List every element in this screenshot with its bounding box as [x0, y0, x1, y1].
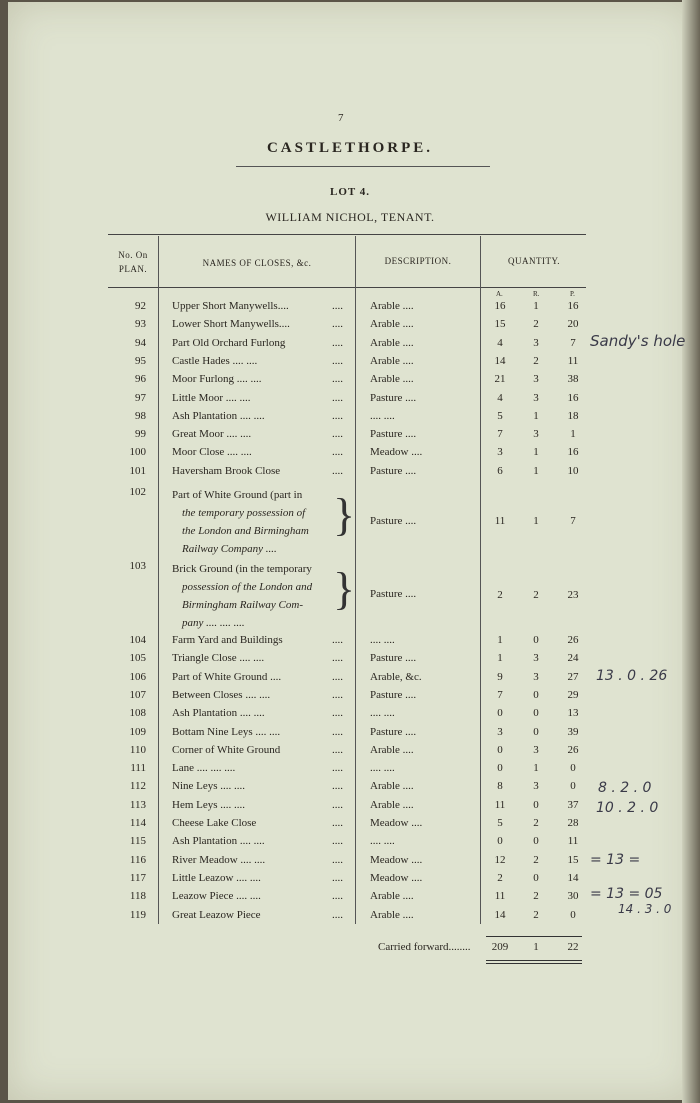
- plan-number: 108: [129, 707, 146, 720]
- leader-dots: ....: [332, 835, 343, 848]
- perches: 0: [570, 762, 576, 775]
- plan-number: 102: [129, 486, 146, 498]
- close-name: Ash Plantation .... ....: [172, 835, 265, 848]
- plan-number: 112: [129, 780, 146, 793]
- leader-dots: ....: [332, 908, 343, 921]
- acres: 0: [497, 762, 503, 775]
- header-roods: R.: [533, 290, 540, 298]
- leader-dots: ....: [332, 670, 343, 683]
- perches: 30: [567, 890, 579, 903]
- table-row: [108, 410, 588, 428]
- roods: 3: [533, 391, 539, 404]
- table-row: [108, 707, 588, 725]
- table-row: [108, 300, 588, 318]
- acres: 9: [497, 670, 503, 683]
- handwritten-note: 10 . 2 . 0: [596, 800, 659, 816]
- description: Arable ....: [370, 354, 414, 367]
- close-name: River Meadow .... ....: [172, 853, 266, 866]
- plan-number: 111: [130, 762, 146, 775]
- acres: 5: [497, 409, 503, 422]
- title-rule: [236, 166, 490, 167]
- roods: 0: [533, 725, 539, 738]
- description: Arable ....: [370, 336, 414, 349]
- plan-number: 114: [129, 817, 146, 829]
- leader-dots: ....: [332, 634, 343, 646]
- table-row: [108, 872, 588, 890]
- description: .... ....: [370, 634, 395, 646]
- plan-number: 96: [135, 373, 146, 386]
- leader-dots: ....: [332, 743, 343, 756]
- leader-dots: ....: [332, 817, 343, 829]
- description: Pasture ....: [370, 464, 417, 477]
- roods: 0: [533, 871, 539, 884]
- name-line: the temporary possession of: [182, 507, 306, 519]
- plan-number: 98: [135, 409, 146, 422]
- name-line: possession of the London and: [182, 581, 313, 593]
- leader-dots: ....: [332, 762, 343, 775]
- close-name: Corner of White Ground: [172, 743, 281, 756]
- description: Pasture ....: [370, 428, 417, 441]
- table-top-rule: [108, 234, 586, 235]
- perches: 11: [567, 835, 579, 848]
- leader-dots: ....: [332, 391, 343, 404]
- plan-number: 99: [135, 428, 146, 441]
- acres: 1: [497, 634, 503, 646]
- perches: 16: [567, 300, 579, 312]
- roods: 3: [533, 336, 539, 349]
- header-acres: A.: [496, 290, 503, 298]
- acres: 3: [497, 725, 503, 738]
- table-row: [108, 890, 588, 908]
- perches: 24: [567, 652, 579, 665]
- close-name: Triangle Close .... ....: [172, 652, 265, 665]
- description: Arable ....: [370, 780, 414, 793]
- perches: 29: [567, 688, 579, 701]
- roods: 0: [533, 798, 539, 811]
- roods: 1: [533, 446, 539, 459]
- close-name: Little Moor .... ....: [172, 391, 251, 404]
- acres: 7: [497, 428, 503, 441]
- roods: 0: [533, 707, 539, 720]
- header-names: NAMES OF CLOSES, &c.: [202, 258, 312, 268]
- description: Arable, &c.: [370, 670, 422, 683]
- total-rule: [486, 936, 582, 937]
- close-name: Part Old Orchard Furlong: [172, 336, 286, 349]
- table-row: [108, 318, 588, 336]
- table-row: [108, 373, 588, 391]
- roods: 1: [533, 762, 539, 775]
- handwritten-note: 8 . 2 . 0: [598, 780, 652, 796]
- leader-dots: ....: [332, 725, 343, 738]
- perches: 15: [567, 853, 579, 866]
- total-acres: 209: [491, 941, 509, 953]
- perches: 18: [567, 409, 579, 422]
- roods: 1: [533, 515, 539, 527]
- handwritten-note: = 13 = 05: [590, 886, 663, 902]
- description: Meadow ....: [370, 853, 423, 866]
- roods: 3: [533, 670, 539, 683]
- close-name: Castle Hades .... ....: [172, 354, 258, 367]
- description: .... ....: [370, 707, 395, 720]
- close-name-multiline: [172, 486, 309, 558]
- header-description: DESCRIPTION.: [384, 256, 452, 266]
- plan-number: 119: [129, 908, 146, 921]
- description: Pasture ....: [370, 391, 417, 404]
- close-name: Part of White Ground ....: [172, 670, 282, 683]
- acres: 5: [497, 817, 503, 829]
- close-name: Bottam Nine Leys .... ....: [172, 725, 281, 738]
- plan-number: 116: [129, 853, 146, 866]
- table-row: [108, 337, 588, 355]
- brace-mark: }: [333, 563, 356, 614]
- plan-number: 97: [135, 391, 146, 404]
- leader-dots: ....: [332, 318, 343, 331]
- leader-dots: ....: [332, 354, 343, 367]
- leader-dots: ....: [332, 853, 343, 866]
- close-name: Between Closes .... ....: [172, 688, 271, 701]
- roods: 2: [533, 589, 539, 601]
- table-row: [108, 854, 588, 872]
- lot-number: LOT 4.: [329, 186, 371, 198]
- description: .... ....: [370, 835, 395, 848]
- description: Arable ....: [370, 300, 414, 312]
- header-plan: PLAN.: [118, 264, 148, 274]
- description: Arable ....: [370, 373, 414, 386]
- plan-number: 100: [129, 446, 146, 459]
- total-perches: 22: [567, 941, 579, 953]
- leader-dots: ....: [332, 688, 343, 701]
- perches: 23: [567, 589, 579, 601]
- plan-number: 113: [129, 798, 146, 811]
- acres: 11: [494, 798, 506, 811]
- acres: 12: [494, 853, 506, 866]
- perches: 38: [567, 373, 579, 386]
- roods: 3: [533, 373, 539, 386]
- roods: 2: [533, 817, 539, 829]
- acres: 4: [497, 391, 503, 404]
- handwritten-note: = 13 =: [590, 852, 641, 868]
- table-row: [108, 671, 588, 689]
- acres: 11: [494, 515, 506, 527]
- table-row: [108, 465, 588, 483]
- roods: 3: [533, 428, 539, 441]
- plan-number: 95: [135, 354, 146, 367]
- leader-dots: ....: [332, 300, 343, 312]
- close-name: Leazow Piece .... ....: [172, 890, 261, 903]
- leader-dots: ....: [332, 652, 343, 665]
- roods: 1: [533, 409, 539, 422]
- plan-number: 105: [129, 652, 146, 665]
- roods: 2: [533, 908, 539, 921]
- acres: 15: [494, 318, 506, 331]
- roods: 2: [533, 354, 539, 367]
- acres: 14: [494, 908, 506, 921]
- table-row: [108, 355, 588, 373]
- close-name: Great Moor .... ....: [172, 428, 252, 441]
- description: Pasture ....: [370, 725, 417, 738]
- acres: 7: [497, 688, 503, 701]
- name-line: the London and Birmingham: [182, 525, 309, 537]
- roods: 3: [533, 780, 539, 793]
- roods: 2: [533, 853, 539, 866]
- name-line: Brick Ground (in the temporary: [172, 563, 312, 575]
- acres: 0: [497, 835, 503, 848]
- acres: 2: [497, 871, 503, 884]
- table-row: [108, 652, 588, 670]
- handwritten-note: 13 . 0 . 26: [596, 668, 668, 684]
- description: .... ....: [370, 762, 395, 775]
- close-name: Moor Furlong .... ....: [172, 373, 262, 386]
- description: Pasture ....: [370, 652, 417, 665]
- perches: 0: [570, 908, 576, 921]
- header-perches: P.: [570, 290, 575, 298]
- plan-number: 107: [129, 688, 146, 701]
- acres: 0: [497, 707, 503, 720]
- handwritten-note: Sandy's hole: [590, 332, 686, 350]
- leader-dots: ....: [332, 871, 343, 884]
- plan-number: 117: [129, 871, 146, 884]
- table-row: [108, 762, 588, 780]
- table-row: [108, 634, 588, 652]
- leader-dots: ....: [332, 428, 343, 441]
- place-title: CASTLETHORPE.: [266, 140, 434, 156]
- roods: 0: [533, 835, 539, 848]
- close-name: Lower Short Manywells....: [172, 318, 290, 331]
- perches: 26: [567, 634, 579, 646]
- acres: 3: [497, 446, 503, 459]
- name-line: pany .... .... ....: [182, 617, 245, 629]
- perches: 0: [570, 780, 576, 793]
- carried-forward-label: Carried forward........: [378, 941, 471, 953]
- table-row: [108, 744, 588, 762]
- perches: 27: [567, 670, 579, 683]
- description: Arable ....: [370, 318, 414, 331]
- perches: 14: [567, 871, 579, 884]
- plan-number: 106: [129, 670, 146, 683]
- acres: 2: [497, 589, 503, 601]
- name-line: Railway Company ....: [182, 543, 277, 555]
- page-mark: 7: [338, 112, 344, 124]
- plan-number: 103: [129, 560, 146, 572]
- total-roods: 1: [533, 941, 539, 953]
- plan-number: 92: [135, 300, 146, 312]
- handwritten-note: 14 . 3 . 0: [618, 902, 672, 916]
- acres: 21: [494, 373, 506, 386]
- name-line: Part of White Ground (part in: [172, 489, 303, 501]
- close-name: Lane .... .... ....: [172, 762, 236, 775]
- plan-number: 115: [129, 835, 146, 848]
- table-row: [108, 817, 588, 835]
- acres: 1: [497, 652, 503, 665]
- leader-dots: ....: [332, 780, 343, 793]
- description: Arable ....: [370, 743, 414, 756]
- perches: 11: [567, 354, 579, 367]
- table-header-rule: [108, 287, 586, 288]
- perches: 16: [567, 446, 579, 459]
- close-name: Ash Plantation .... ....: [172, 409, 265, 422]
- plan-number: 109: [129, 725, 146, 738]
- perches: 1: [570, 428, 576, 441]
- total-double-rule: [486, 960, 582, 961]
- brace-mark: }: [333, 489, 356, 540]
- perches: 10: [567, 464, 579, 477]
- roods: 2: [533, 318, 539, 331]
- close-name: Haversham Brook Close: [172, 464, 281, 477]
- roods: 0: [533, 634, 539, 646]
- close-name: Moor Close .... ....: [172, 446, 252, 459]
- acres: 4: [497, 336, 503, 349]
- acres: 14: [494, 354, 506, 367]
- perches: 20: [567, 318, 579, 331]
- leader-dots: ....: [332, 798, 343, 811]
- close-name: Great Leazow Piece: [172, 908, 261, 921]
- roods: 1: [533, 300, 539, 312]
- tenant-name: WILLIAM NICHOL, TENANT.: [265, 210, 435, 224]
- acres: 8: [497, 780, 503, 793]
- table-row: [108, 780, 588, 798]
- page-edge: [682, 0, 700, 1103]
- table-row: [108, 689, 588, 707]
- plan-number: 110: [129, 743, 146, 756]
- perches: 13: [567, 707, 579, 720]
- description: Meadow ....: [370, 817, 423, 829]
- leader-dots: ....: [332, 373, 343, 386]
- perches: 26: [567, 743, 579, 756]
- description: Arable ....: [370, 908, 414, 921]
- close-name: Cheese Lake Close: [172, 817, 257, 829]
- plan-number: 93: [135, 318, 146, 331]
- leader-dots: ....: [332, 409, 343, 422]
- description: Meadow ....: [370, 446, 423, 459]
- table-row: [108, 726, 588, 744]
- leader-dots: ....: [332, 336, 343, 349]
- roods: 3: [533, 652, 539, 665]
- table-row: [108, 428, 588, 446]
- perches: 7: [570, 515, 576, 527]
- acres: 0: [497, 743, 503, 756]
- plan-number: 94: [135, 336, 146, 349]
- table-row: [108, 392, 588, 410]
- close-name: Upper Short Manywells....: [172, 300, 289, 312]
- description: Arable ....: [370, 890, 414, 903]
- perches: 28: [567, 817, 579, 829]
- roods: 3: [533, 743, 539, 756]
- roods: 0: [533, 688, 539, 701]
- leader-dots: ....: [332, 464, 343, 477]
- close-name: Nine Leys .... ....: [172, 780, 246, 793]
- leader-dots: ....: [332, 707, 343, 720]
- leader-dots: ....: [332, 890, 343, 903]
- close-name: Little Leazow .... ....: [172, 871, 261, 884]
- description: Arable ....: [370, 798, 414, 811]
- roods: 2: [533, 890, 539, 903]
- table-row: [108, 799, 588, 817]
- description: Meadow ....: [370, 871, 423, 884]
- plan-number: 118: [129, 890, 146, 903]
- description: Pasture ....: [370, 688, 417, 701]
- plan-number: 101: [129, 464, 146, 477]
- name-line: Birmingham Railway Com-: [182, 599, 303, 611]
- perches: 39: [567, 725, 579, 738]
- table-row: [108, 446, 588, 464]
- close-name: Farm Yard and Buildings: [172, 634, 283, 646]
- close-name: Ash Plantation .... ....: [172, 707, 265, 720]
- table-row: [108, 909, 588, 927]
- leader-dots: ....: [332, 446, 343, 459]
- description: Pasture ....: [370, 588, 417, 600]
- total-double-rule: [486, 963, 582, 964]
- table-row: [108, 835, 588, 853]
- close-name-multiline: [172, 560, 312, 632]
- roods: 1: [533, 464, 539, 477]
- header-no-on: No. On: [118, 250, 148, 260]
- acres: 16: [494, 300, 506, 312]
- header-quantity: QUANTITY.: [507, 256, 561, 266]
- perches: 37: [567, 798, 579, 811]
- description: Pasture ....: [370, 515, 417, 527]
- perches: 7: [570, 336, 576, 349]
- acres: 6: [497, 464, 503, 477]
- acres: 11: [494, 890, 506, 903]
- close-name: Hem Leys .... ....: [172, 798, 246, 811]
- plan-number: 104: [129, 634, 146, 646]
- perches: 16: [567, 391, 579, 404]
- description: .... ....: [370, 409, 395, 422]
